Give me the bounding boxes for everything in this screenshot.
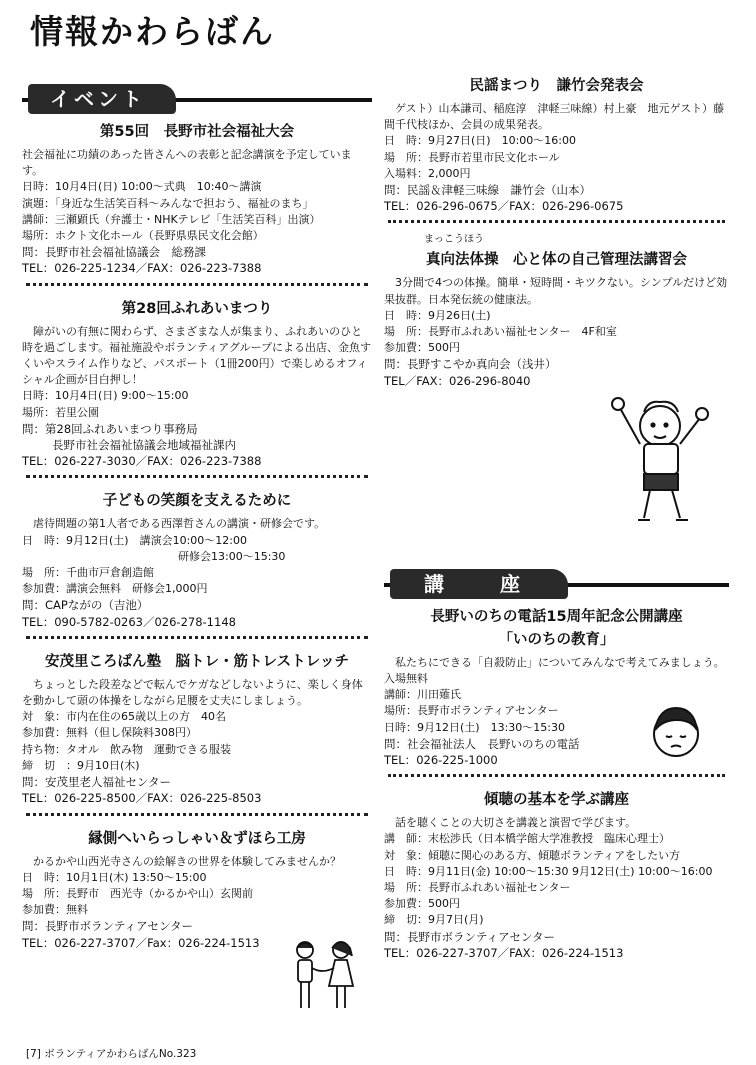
event-block: [22, 120, 372, 277]
courses-heading: 講 座: [390, 569, 568, 599]
contact-phone: TEL：026-225-1234／FAX：026-223-7388: [22, 261, 262, 276]
event-detail: 場所：ホクト文化ホール（長野県県民文化会館）: [22, 229, 264, 243]
event-detail: 研修会13:00～15:30: [178, 549, 286, 563]
event-detail: 場所：若里公園: [22, 405, 99, 419]
event-detail: 参加費：無料: [22, 903, 88, 917]
event-furigana: まっこうほう: [424, 234, 484, 246]
event-detail: 社会福祉に功績のあった皆さんへの表彰と記念講演を予定しています。: [22, 148, 352, 178]
event-title: 安茂里ころばん塾 脳トレ・筋トレストレッチ: [45, 653, 349, 670]
contact-phone: TEL：026-227-3707／Fax：026-224-1513: [22, 935, 260, 950]
dotted-divider: [388, 220, 725, 228]
event-block: [384, 788, 729, 961]
exercising-man-illustration: [600, 378, 730, 528]
event-detail: 対 象：市内在住の65歳以上の方 40名: [22, 710, 226, 724]
event-detail: 対 象：傾聴に関心のある方、傾聴ボランティアをしたい方: [384, 848, 681, 862]
event-detail: 場 所：長野市ふれあい福祉センター: [384, 881, 571, 895]
event-detail: 日時：10月4日(日) 10:00～式典 10:40～講演: [22, 180, 262, 194]
event-title: 傾聴の基本を学ぶ講座: [484, 792, 629, 809]
event-detail: 私たちにできる「自殺防止」についてみんなで考えてみましょう。入場無料: [384, 655, 725, 686]
event-title: 第55回 長野市社会福祉大会: [99, 124, 295, 140]
event-detail: 日 時：9月26日(土): [384, 308, 491, 322]
children-holding-hands-illustration: [285, 936, 365, 1016]
contact-info: 問：民謡＆津軽三味線 謙竹会（山本）: [384, 183, 591, 198]
page-footer: [7] ボランティアかわらばんNo.323: [26, 1048, 197, 1060]
contact-phone: TEL／FAX：026-296-8040: [384, 373, 531, 388]
event-detail: 話を聴くことの大切さを講義と演習で学びます。: [395, 816, 637, 830]
worried-boy-face-illustration: [646, 700, 706, 764]
event-detail: 場 所：千曲市戸倉創造館: [22, 566, 154, 580]
event-block: [384, 234, 729, 388]
event-detail: 日時：9月12日(土) 13:30～15:30: [384, 720, 565, 734]
event-detail: 締 切 ：9月10日(木): [22, 758, 140, 772]
dotted-divider: [26, 283, 368, 291]
contact-phone: TEL：026-225-1000: [384, 753, 498, 768]
event-detail: 演題：「身近な生活笑百科～みんなで担おう、福祉のまち」: [22, 196, 314, 210]
event-detail: かるかや山西光寺さんの絵解きの世界を体験してみませんか？: [33, 854, 341, 868]
event-detail: 参加費：講演会無料 研修会1,000円: [22, 582, 208, 596]
event-block: [22, 489, 372, 629]
contact-info: 問：長野市社会福祉協議会 総務課: [22, 245, 206, 260]
event-detail: 場 所：長野市若里市民文化ホール: [384, 150, 560, 164]
event-title: 縁側へいらっしゃい＆ずほら工房: [88, 830, 306, 847]
event-detail: 入場料：2,000円: [384, 166, 471, 180]
event-detail: 障がいの有無に関わらず、さまざまな人が集まり、ふれあいのひと時を過ごします。福祉施設やボランティアグループによる出店、金魚すくいやスライム作りなど、パスポート（1冊200円）で楽しめるオフィシャル企画が目白押し！: [22, 324, 372, 387]
event-title: 真向法体操 心と体の自己管理法講習会: [426, 252, 687, 269]
contact-info: 問：長野市ボランティアセンター: [384, 929, 556, 944]
event-block: [384, 74, 729, 214]
events-tab: [22, 84, 372, 114]
contact-phone: TEL：026-227-3707／FAX：026-224-1513: [384, 945, 624, 960]
event-detail: 日 時：9月12日(土) 講演会10:00～12:00: [22, 533, 247, 547]
contact-info: 問：長野市ボランティアセンター: [22, 919, 194, 934]
event-block: [22, 297, 372, 470]
event-detail: 3分間で4つの体操。簡単・短時間・キツクない。シンプルだけど効果抜群。日本発伝統の健康法。: [384, 276, 728, 306]
event-title: 民謡まつり 謙竹会発表会: [469, 78, 644, 94]
event-detail: 虐待問題の第1人者である西澤哲さんの講演・研修会です。: [33, 517, 326, 531]
event-detail: 場 所：長野市 西光寺（かるかや山）玄関前: [22, 886, 253, 900]
event-detail: 締 切：9月7日(月): [384, 913, 484, 927]
event-detail: 日 時：9月11日(金) 10:00～15:30 9月12日(土) 10:00～16:00: [384, 864, 713, 878]
event-block: [22, 650, 372, 807]
event-detail: 参加費：500円: [384, 341, 460, 355]
dotted-divider: [26, 813, 368, 821]
contact-phone: TEL：026-225-8500／FAX：026-225-8503: [22, 791, 262, 806]
dotted-divider: [388, 774, 725, 782]
contact-info: 問：長野すこやか真向会（浅井）: [384, 357, 557, 372]
page-title: 情報かわらばん: [30, 12, 275, 51]
event-detail: 場所：長野市ボランティアセンター: [384, 704, 559, 718]
dotted-divider: [26, 636, 368, 644]
contact-info: 問：社会福祉法人 長野いのちの電話: [384, 736, 580, 751]
left-events: [22, 120, 372, 951]
contact-info: 長野市社会福祉協議会地域福祉課内: [52, 438, 236, 453]
event-title: 第28回ふれあいまつり: [121, 300, 273, 317]
contact-phone: TEL：090-5782-0263／026-278-1148: [22, 614, 236, 629]
event-title: 子どもの笑顔を支えるために: [102, 493, 292, 510]
dotted-divider: [26, 475, 368, 483]
event-detail: 日 時：10月1日(木) 13:50～15:00: [22, 870, 207, 884]
event-detail: 日時：10月4日(日) 9:00～15:00: [22, 389, 189, 403]
right-events: [384, 74, 729, 389]
contact-info: 問：第28回ふれあいまつり事務局: [22, 421, 198, 436]
events-heading: イベント: [28, 84, 176, 114]
event-block: [22, 827, 372, 951]
contact-info: 問：CAPながの（吉池）: [22, 598, 149, 613]
event-detail: ちょっとした段差などで転んでケガなどしないように、楽しく身体を動かして頭の体操をしながら足腰を丈夫にしましょう。: [22, 677, 363, 708]
event-detail: 場 所：長野市ふれあい福祉センター 4F和室: [384, 325, 617, 339]
event-detail: 講 師：末松渉氏（日本橋学館大学准教授 臨床心理士）: [384, 832, 670, 846]
event-subtitle: 「いのちの教育」: [498, 631, 615, 648]
event-detail: 持ち物：タオル 飲み物 運動できる服装: [22, 742, 231, 756]
event-detail: ゲスト）山本謙司、稲庭淳 津軽三味線）村上豪 地元ゲスト）藤間千代枝ほか、会員の成果発表。: [384, 102, 725, 132]
left-column: [22, 84, 372, 955]
contact-phone: TEL：026-296-0675／FAX：026-296-0675: [384, 199, 624, 214]
event-detail: 日 時：9月27日(日) 10:00～16:00: [384, 134, 576, 148]
event-detail: 参加費：500円: [384, 897, 460, 911]
courses-tab: [384, 569, 729, 599]
courses-list: [384, 605, 729, 961]
event-detail: 講師：三瀬顕氏（弁護士・NHKテレビ「生活笑百科」出演）: [22, 212, 321, 226]
contact-info: 問：安茂里老人福祉センター: [22, 775, 172, 790]
event-detail: 参加費：無料（但し保険料308円）: [22, 726, 197, 740]
contact-phone: TEL：026-227-3030／FAX：026-223-7388: [22, 454, 262, 469]
event-detail: 講師：川田薙氏: [384, 688, 461, 702]
event-title: 長野いのちの電話15周年記念公開講座: [430, 608, 683, 625]
